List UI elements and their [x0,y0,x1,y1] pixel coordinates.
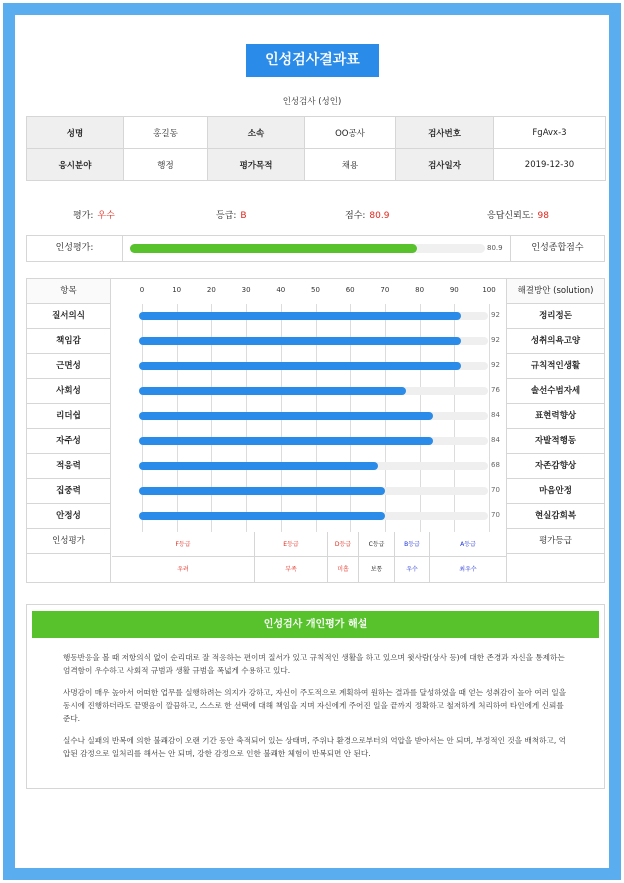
summary-grade [216,208,247,221]
chart-bar-value: 70 [491,486,500,494]
chart-bar-value: 92 [491,311,500,319]
overall-progress-track [130,244,485,253]
info-key-affiliation: 소속 [208,117,305,149]
chart-bar-value: 70 [491,511,500,519]
chart-bar-track [139,512,488,520]
grade-level: D등급 [328,532,359,557]
x-gridline [489,304,490,532]
chart-item-label: 책임감 [27,329,110,354]
grade-level: B등급 [395,532,430,557]
chart-item-label: 질서의식 [27,304,110,329]
chart-item-label: 집중력 [27,479,110,504]
grade-level-meaning: 부족 [255,557,328,582]
chart-bar-value: 84 [491,436,500,444]
overall-label: 인성평가: [27,236,123,261]
x-tick-label: 80 [415,286,425,294]
info-value-affiliation: OO공사 [305,117,396,149]
grade-level-meaning: 보통 [359,557,395,582]
grade-level-meaning: 최우수 [459,566,477,573]
x-tick-label: 0 [139,286,145,294]
chart-bar-value: 84 [491,411,500,419]
explanation-paragraphs [63,651,573,769]
summary-line [15,208,609,222]
overall-score-row [26,235,605,262]
chart-header-solution: 해결방안 (solution) [507,279,604,304]
chart-bar [139,362,461,370]
summary-score-label: 점수: [345,211,366,221]
chart-item-label: 사회성 [27,379,110,404]
summary-evaluation-label: 평가: [73,211,94,221]
summary-grade-value: B [240,211,247,221]
chart-bar-track [139,387,488,395]
grade-right-label-empty [507,554,604,579]
summary-grade-label: 등급: [216,211,237,221]
chart-solution-label: 자발적행동 [507,429,604,454]
chart-bar-value: 68 [491,461,500,469]
chart-solution-column [506,279,604,582]
x-tick-label: 30 [241,286,251,294]
chart-item-label: 근면성 [27,354,110,379]
x-tick-label: 40 [276,286,286,294]
chart-bar-track [139,487,488,495]
grade-level: F등급 [112,532,255,557]
summary-reliability-label: 응답신뢰도: [487,211,534,221]
chart-bar-value: 92 [491,361,500,369]
chart-item-label: 자주성 [27,429,110,454]
chart-bar-value: 76 [491,386,500,394]
chart-plot-area [112,279,506,532]
report-title: 인성검사결과표 [246,44,379,77]
info-value-purpose: 채용 [305,149,396,181]
grade-level-meaning: 미흡 [328,557,359,582]
chart-solution-label: 솔선수범자세 [507,379,604,404]
info-value-field: 행정 [124,149,208,181]
chart-solution-label: 규칙적인생활 [507,354,604,379]
report-sheet [15,15,609,868]
info-table [26,116,606,181]
chart-header-item: 항목 [27,279,110,304]
chart-bar [139,387,406,395]
info-key-test-number: 검사번호 [396,117,494,149]
explanation-box [26,604,605,789]
info-key-name: 성명 [27,117,124,149]
info-value-test-number: FgAvx-3 [494,117,606,149]
chart-solution-label: 성취의욕고양 [507,329,604,354]
grade-row-label-empty [27,554,110,579]
chart-solution-label: 표현력향상 [507,404,604,429]
grade-level-meaning: 우수 [395,557,430,582]
chart-bar-track [139,437,488,445]
grade-level: A등급 [430,532,506,557]
chart-solution-label: 정리정돈 [507,304,604,329]
chart-bar-track [139,412,488,420]
chart-solution-label: 마음안정 [507,479,604,504]
grade-row-label: 인성평가 [27,529,110,554]
grade-level-meaning: 우려 [112,557,255,582]
summary-evaluation-value: 우수 [97,211,115,221]
chart-item-label: 리더쉽 [27,404,110,429]
explanation-paragraph: 행동반응을 볼 때 저항의식 없이 순리대로 잘 적응하는 편이며 질서가 있고 규칙적인 생활을 하고 있으며 윗사람(상사 등)에 대한 존경과 자신을 통제하는 엄격함이 우수하고 사회적 규범과 생활 규범을 폭넓게 수용하고 있다. [63,653,565,675]
chart-item-label: 안정성 [27,504,110,529]
report-subtitle: 인성검사 (성인) [282,97,342,107]
x-tick-label: 60 [345,286,355,294]
info-key-test-date: 검사일자 [396,149,494,181]
x-tick-label: 10 [172,286,182,294]
overall-progress-fill [130,244,417,253]
chart-bar [139,437,433,445]
chart-bar-track [139,362,488,370]
grade-level: E등급 [255,532,328,557]
info-row [27,117,606,149]
grade-level: C등급 [359,532,395,557]
summary-score-value: 80.9 [369,211,390,221]
chart-bar [139,462,378,470]
chart-bar [139,337,461,345]
summary-evaluation [73,208,115,221]
chart-item-label: 적응력 [27,454,110,479]
grade-right-label: 평가등급 [507,529,604,554]
explanation-paragraph: 실수나 실패의 반복에 의한 불쾌감이 오랜 기간 동안 축적되어 있는 상태며, 주위나 환경으로부터의 억압을 받아서는 안 되며, 부정적인 것을 배척하고, 억압된 감정으로 일처리를 해서는 안 되며, 강한 감정으로 인한 불쾌한 체험이 반복되면 안 된다. [63,736,566,758]
chart-item-column [27,279,111,582]
chart-bar [139,312,461,320]
info-key-field: 응시분야 [27,149,124,181]
chart-solution-label: 자존감향상 [507,454,604,479]
overall-value: 80.9 [487,244,503,252]
chart-bar [139,512,385,520]
grade-legend [112,532,506,582]
summary-score [345,208,389,221]
chart-bar-track [139,462,488,470]
chart-bar-value: 92 [491,336,500,344]
info-value-test-date: 2019-12-30 [494,149,606,181]
chart-solution-label: 현실감회복 [507,504,604,529]
chart-bar [139,412,433,420]
chart-bar-track [139,312,488,320]
info-value-name: 홍길동 [124,117,208,149]
summary-reliability [487,208,549,221]
explanation-paragraph: 사명감이 매우 높아서 어떠한 업무를 실행하려는 의지가 강하고, 자신이 주도적으로 계획하여 원하는 결과를 달성하였을 때 얻는 성취감이 높아 여러 일을 동시에 진행하더라도 끝맺음이 깔끔하고, 스스로 한 선택에 대해 책임을 지며 자신에게 주어진 일을 끝까지 정확하고 철저하게 처리하여 타인에게 신뢰를 준다. [63,688,567,723]
x-tick-label: 90 [449,286,459,294]
explanation-title: 인성검사 개인평가 해설 [32,611,599,638]
info-row [27,149,606,181]
overall-right-label: 인성종합점수 [510,236,604,261]
info-key-purpose: 평가목적 [208,149,305,181]
chart-bar-track [139,337,488,345]
score-chart [26,278,605,583]
summary-reliability-value: 98 [537,211,549,221]
x-tick-label: 70 [380,286,390,294]
x-tick-label: 50 [311,286,320,294]
chart-bar [139,487,385,495]
page-frame [3,3,621,880]
x-tick-label: 20 [206,286,216,294]
x-tick-label: 100 [482,286,496,294]
